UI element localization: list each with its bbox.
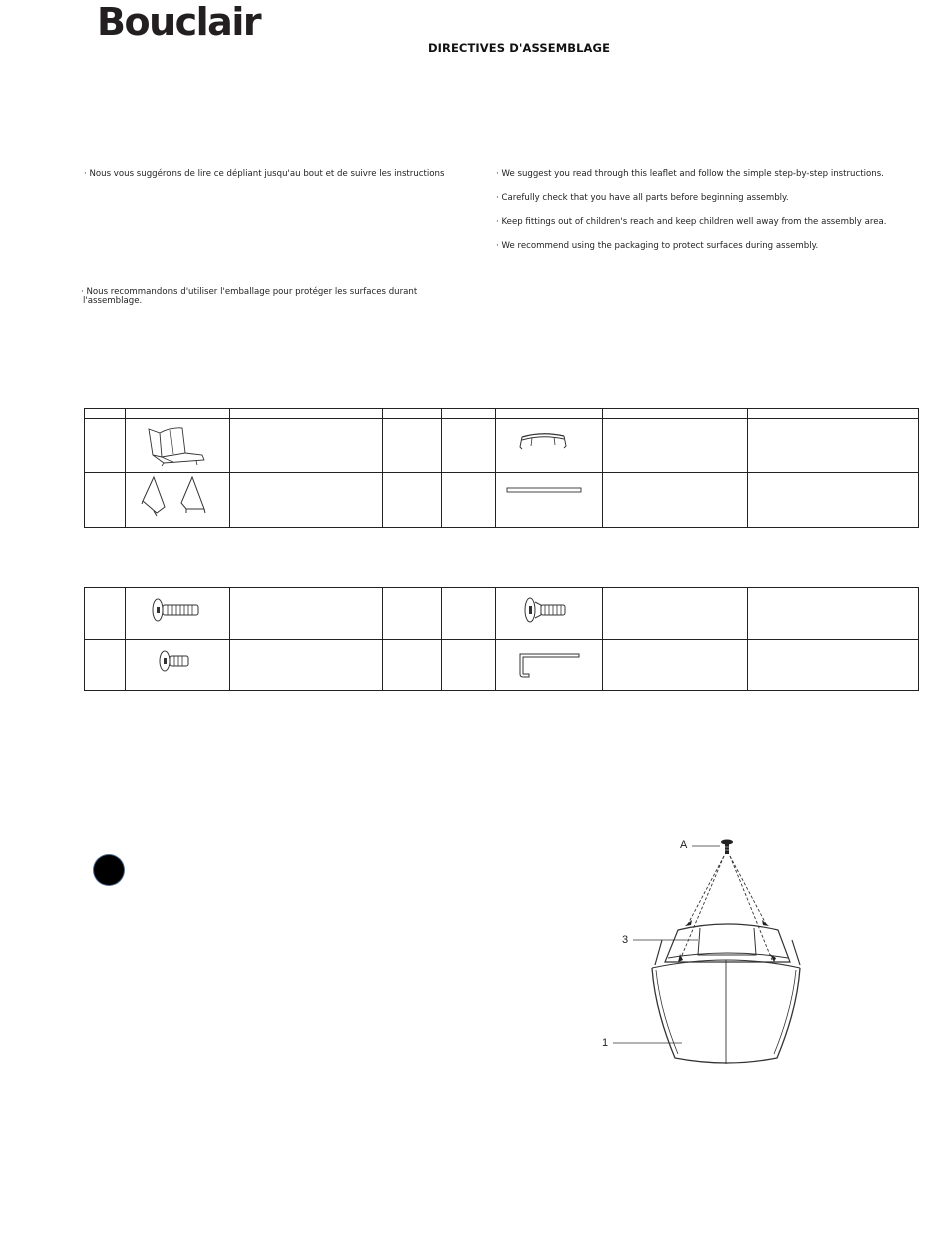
hardware-table: [84, 587, 919, 691]
chair-legs-icon: [126, 473, 230, 528]
diagram-label-bolt: A: [680, 839, 688, 851]
note-en-children: · Keep fittings out of children's reach and keep children well away from the assembly area.: [496, 217, 887, 227]
chair-seat-icon: [126, 419, 230, 473]
table-row: [85, 473, 919, 528]
brand-logo: Bouclair: [97, 0, 261, 44]
connecting-bar-icon: [496, 473, 603, 528]
table-row: [85, 419, 919, 473]
note-en-check: · Carefully check that you have all parts before beginning assembly.: [496, 193, 789, 203]
diagram-label-bracket: 3: [622, 934, 629, 946]
backrest-bracket-icon: [496, 419, 603, 473]
note-en-read: · We suggest you read through this leaflet and follow the simple step-by-step instructions.: [496, 169, 884, 179]
note-fr-packaging-cont: l'assemblage.: [83, 296, 143, 306]
parts-table-header-row: [85, 409, 919, 419]
note-fr-packaging: · Nous recommandons d'utiliser l'emballage pour protéger les surfaces durant: [81, 287, 418, 297]
long-bolt-icon: [126, 588, 230, 640]
step-number-badge: [94, 855, 124, 885]
bolt-a-illustration: [721, 840, 733, 855]
note-en-packaging: · We recommend using the packaging to protect surfaces during assembly.: [496, 241, 819, 251]
countersunk-bolt-icon: [496, 588, 603, 640]
note-fr-read: · Nous vous suggérons de lire ce dépliant jusqu'au bout et de suivre les instructions: [84, 169, 445, 179]
short-bolt-icon: [126, 640, 230, 691]
assembly-diagram: [595, 830, 825, 1080]
table-row: [85, 588, 919, 640]
page-title: DIRECTIVES D'ASSEMBLAGE: [428, 41, 611, 55]
table-row: [85, 640, 919, 691]
allen-key-icon: [496, 640, 603, 691]
diagram-label-seat: 1: [602, 1037, 609, 1049]
parts-table: [84, 408, 919, 528]
